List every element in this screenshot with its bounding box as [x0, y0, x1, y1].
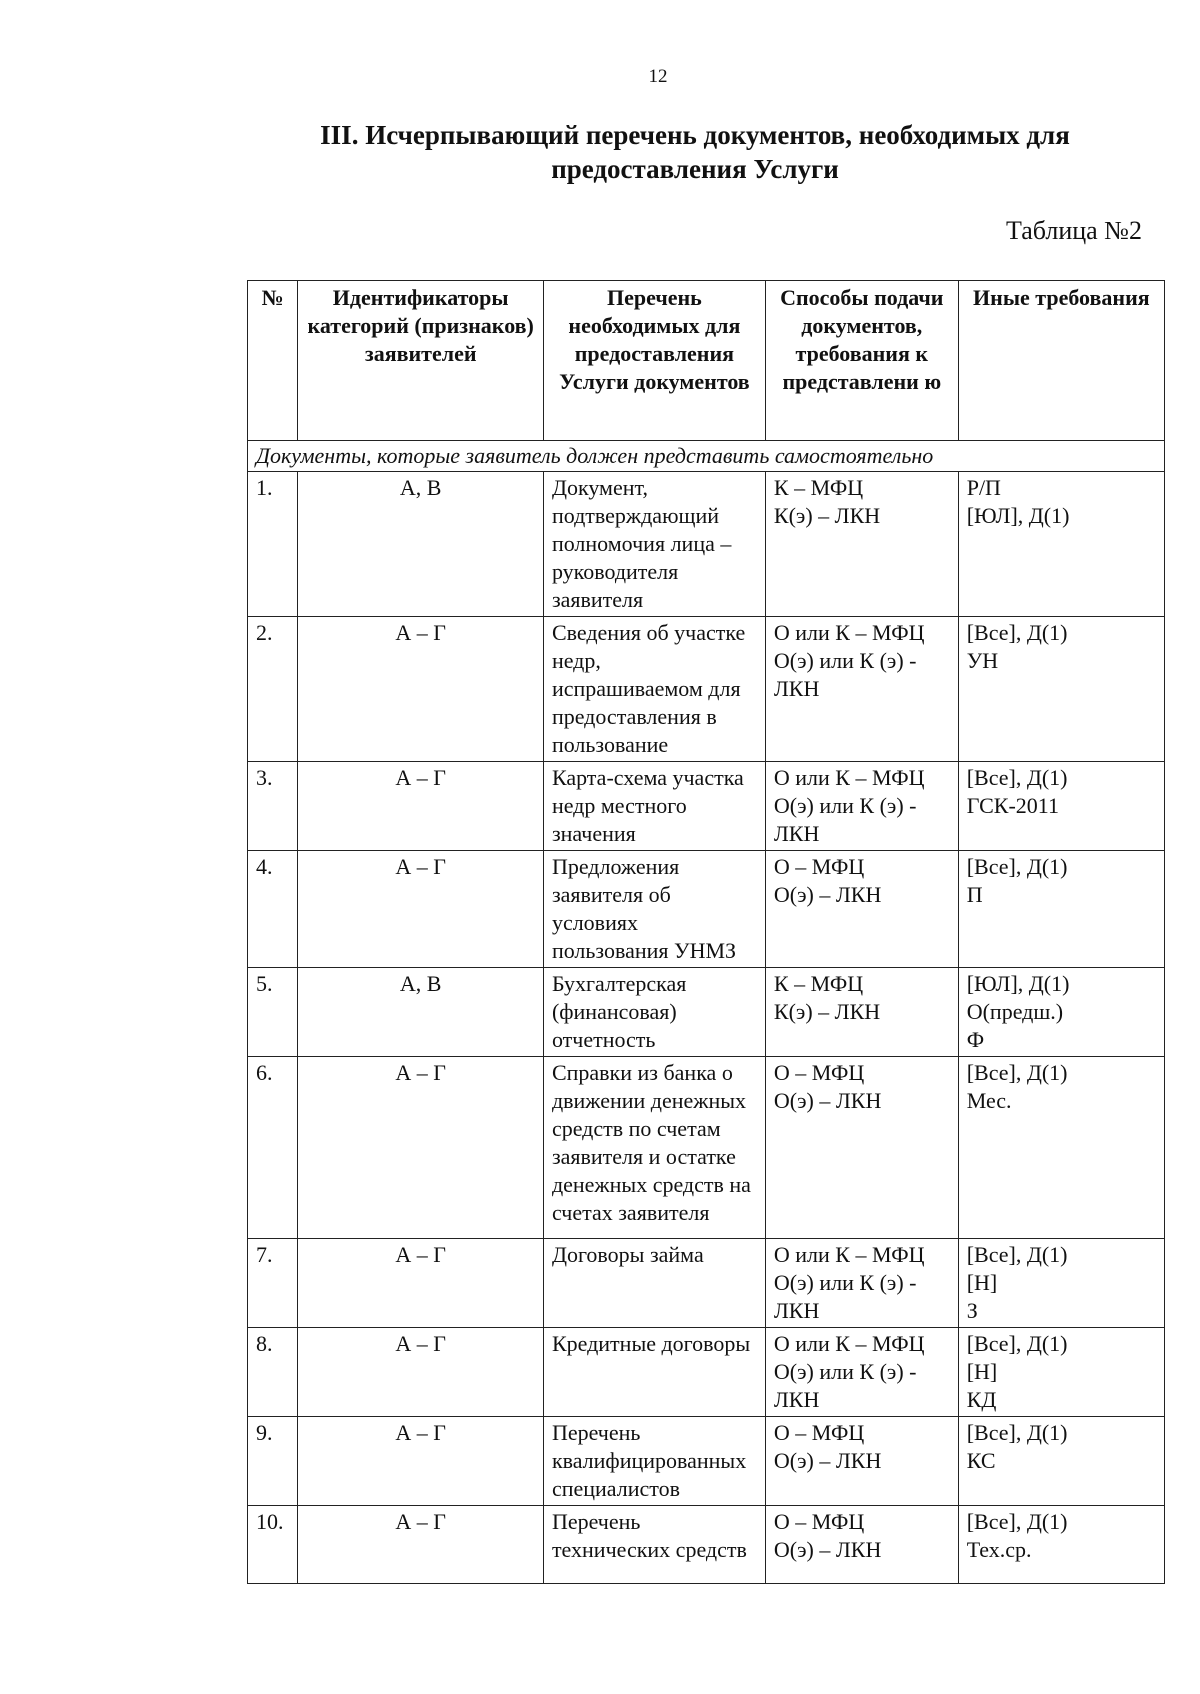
header-doc: Перечень необходимых для предоставления Услуги документов [543, 281, 765, 441]
submission-method-line: О(э) или К (э) - [773, 1270, 917, 1295]
requirement-line: З [966, 1298, 978, 1323]
row-document: Бухгалтерская (финансовая) отчетность [543, 968, 765, 1057]
header-ways: Способы подачи документов, требования к представлени ю [765, 281, 958, 441]
requirement-line: УН [966, 648, 999, 673]
row-submission-methods [765, 1239, 958, 1328]
submission-method-line: ЛКН [773, 821, 820, 846]
table-row [248, 1506, 1165, 1584]
table-body [248, 441, 1165, 1584]
submission-method-line: О – МФЦ [773, 1420, 865, 1445]
row-number: 5. [248, 968, 298, 1057]
row-identifiers: А – Г [298, 1057, 544, 1239]
requirement-line: [Н] [966, 1359, 998, 1384]
row-number: 1. [248, 472, 298, 617]
table-row [248, 1417, 1165, 1506]
row-other-requirements [958, 851, 1164, 968]
submission-method-line: К – МФЦ [773, 475, 864, 500]
row-submission-methods [765, 472, 958, 617]
submission-method-line: О(э) – ЛКН [773, 882, 882, 907]
requirement-line: П [966, 882, 983, 907]
requirement-line: [Все], Д(1) [966, 1331, 1068, 1356]
row-other-requirements [958, 1057, 1164, 1239]
row-submission-methods [765, 968, 958, 1057]
requirement-line: Р/П [966, 475, 1001, 500]
requirement-line: КС [966, 1448, 996, 1473]
row-number: 3. [248, 762, 298, 851]
row-submission-methods [765, 1057, 958, 1239]
row-number: 2. [248, 617, 298, 762]
table-label: Таблица №2 [1005, 216, 1142, 245]
row-document: Карта-схема участка недр местного значения [543, 762, 765, 851]
row-identifiers: А, В [298, 968, 544, 1057]
requirement-line: [Все], Д(1) [966, 765, 1068, 790]
section-row [248, 441, 1165, 472]
row-document: Справки из банка о движении денежных средств по счетам заявителя и остатке денежных средств на счетах заявителя [543, 1057, 765, 1239]
header-num: № [248, 281, 298, 441]
row-identifiers: А – Г [298, 1417, 544, 1506]
submission-method-line: К – МФЦ [773, 971, 864, 996]
submission-method-line: О или К – МФЦ [773, 1331, 925, 1356]
submission-method-line: К(э) – ЛКН [773, 503, 881, 528]
submission-method-line: О или К – МФЦ [773, 620, 925, 645]
table-row [248, 1328, 1165, 1417]
row-other-requirements [958, 1328, 1164, 1417]
row-number: 10. [248, 1506, 298, 1584]
row-submission-methods [765, 851, 958, 968]
row-other-requirements [958, 617, 1164, 762]
header-ident: Идентификаторы категорий (признаков) заявителей [298, 281, 544, 441]
requirement-line: [Все], Д(1) [966, 1420, 1068, 1445]
requirement-line: [ЮЛ], Д(1) [966, 971, 1070, 996]
requirement-line: [Н] [966, 1270, 998, 1295]
table-row [248, 1057, 1165, 1239]
requirement-line: Мес. [966, 1088, 1012, 1113]
requirement-line: О(предш.) [966, 999, 1064, 1024]
row-submission-methods [765, 762, 958, 851]
row-identifiers: А – Г [298, 762, 544, 851]
row-submission-methods [765, 617, 958, 762]
table-row [248, 851, 1165, 968]
row-identifiers: А – Г [298, 617, 544, 762]
submission-method-line: О – МФЦ [773, 1509, 865, 1534]
row-other-requirements [958, 1417, 1164, 1506]
submission-method-line: О или К – МФЦ [773, 1242, 925, 1267]
row-other-requirements [958, 1239, 1164, 1328]
submission-method-line: О(э) или К (э) - [773, 648, 917, 673]
row-identifiers: А – Г [298, 1506, 544, 1584]
row-identifiers: А – Г [298, 1328, 544, 1417]
row-document: Кредитные договоры [543, 1328, 765, 1417]
section-label: Документы, которые заявитель должен представить самостоятельно [248, 441, 1165, 472]
row-submission-methods [765, 1328, 958, 1417]
heading-line-2: предоставления Услуги [551, 154, 839, 184]
submission-method-line: О – МФЦ [773, 854, 865, 879]
requirement-line: [Все], Д(1) [966, 1509, 1068, 1534]
submission-method-line: О(э) или К (э) - [773, 1359, 917, 1384]
row-other-requirements [958, 1506, 1164, 1584]
submission-method-line: О или К – МФЦ [773, 765, 925, 790]
page-number: 12 [648, 66, 668, 87]
row-number: 4. [248, 851, 298, 968]
submission-method-line: ЛКН [773, 1387, 820, 1412]
table-row [248, 472, 1165, 617]
row-other-requirements [958, 762, 1164, 851]
table-row [248, 617, 1165, 762]
requirement-line: [Все], Д(1) [966, 854, 1068, 879]
heading-line-1: III. Исчерпывающий перечень документов, необходимых для [320, 120, 1070, 150]
row-identifiers: А – Г [298, 1239, 544, 1328]
requirement-line: [Все], Д(1) [966, 1242, 1068, 1267]
requirement-line: [Все], Д(1) [966, 620, 1068, 645]
submission-method-line: К(э) – ЛКН [773, 999, 881, 1024]
header-req: Иные требования [958, 281, 1164, 441]
row-number: 6. [248, 1057, 298, 1239]
submission-method-line: ЛКН [773, 1298, 820, 1323]
row-identifiers: А – Г [298, 851, 544, 968]
requirement-line: [Все], Д(1) [966, 1060, 1068, 1085]
requirement-line: [ЮЛ], Д(1) [966, 503, 1070, 528]
row-document: Предложения заявителя об условиях пользования УНМЗ [543, 851, 765, 968]
row-submission-methods [765, 1506, 958, 1584]
row-document: Документ, подтверждающий полномочия лица – руководителя заявителя [543, 472, 765, 617]
submission-method-line: О(э) – ЛКН [773, 1088, 882, 1113]
row-submission-methods [765, 1417, 958, 1506]
row-document: Перечень технических средств [543, 1506, 765, 1584]
requirement-line: ГСК-2011 [966, 793, 1059, 818]
table-row [248, 968, 1165, 1057]
table-row [248, 762, 1165, 851]
submission-method-line: О – МФЦ [773, 1060, 865, 1085]
row-number: 7. [248, 1239, 298, 1328]
requirement-line: Ф [966, 1027, 985, 1052]
requirement-line: Тех.ср. [966, 1537, 1032, 1562]
requirement-line: КД [966, 1387, 997, 1412]
submission-method-line: О(э) или К (э) - [773, 793, 917, 818]
row-number: 9. [248, 1417, 298, 1506]
row-document: Сведения об участке недр, испрашиваемом для предоставления в пользование [543, 617, 765, 762]
row-document: Договоры займа [543, 1239, 765, 1328]
row-identifiers: А, В [298, 472, 544, 617]
documents-table [247, 280, 1165, 1584]
row-document: Перечень квалифицированных специалистов [543, 1417, 765, 1506]
row-other-requirements [958, 472, 1164, 617]
table-header-row [248, 281, 1165, 441]
submission-method-line: О(э) – ЛКН [773, 1448, 882, 1473]
submission-method-line: О(э) – ЛКН [773, 1537, 882, 1562]
submission-method-line: ЛКН [773, 676, 820, 701]
section-heading [230, 118, 1160, 186]
table-row [248, 1239, 1165, 1328]
row-number: 8. [248, 1328, 298, 1417]
row-other-requirements [958, 968, 1164, 1057]
